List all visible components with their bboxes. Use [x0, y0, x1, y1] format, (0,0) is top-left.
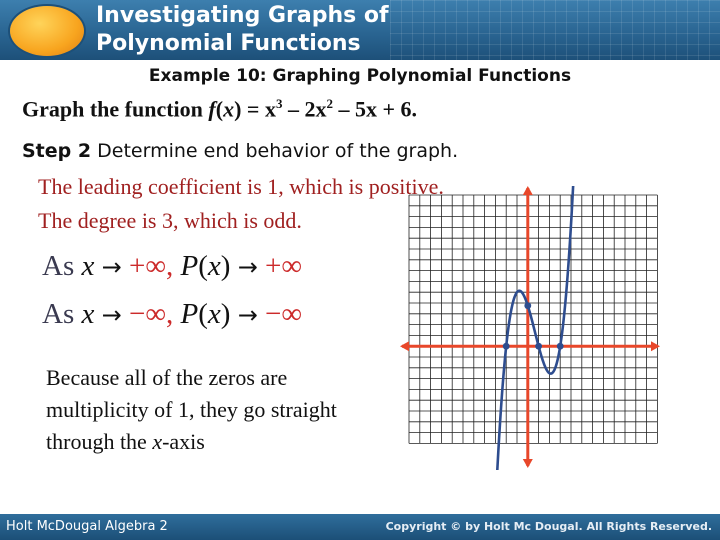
step-heading: [22, 140, 458, 162]
exponent-2: 2: [326, 96, 333, 111]
note-x-var: x: [152, 429, 163, 454]
function-middle: ) = x: [234, 96, 276, 122]
y-intercept-point: [524, 302, 531, 309]
header-bar: [0, 0, 720, 60]
degree-line: The degree is 3, which is odd.: [38, 208, 302, 233]
footer-publisher: Holt McDougal Algebra 2: [6, 519, 168, 534]
function-prefix: Graph the function: [22, 96, 209, 122]
footer-bar: [0, 514, 720, 540]
x-variable: x: [81, 298, 95, 330]
arrow-icon: →: [237, 253, 258, 281]
exponent-3: 3: [275, 96, 283, 111]
note-text-2: -axis: [162, 429, 205, 454]
x-variable: x: [81, 250, 95, 282]
multiplicity-note: [46, 362, 366, 458]
step-text: Determine end behavior of the graph.: [91, 140, 459, 162]
header-grid-pattern: [390, 0, 720, 60]
function-part3: – 5x + 6.: [332, 96, 417, 122]
arrow-icon: →: [237, 301, 258, 329]
zero-point: [535, 343, 542, 350]
function-statement: Graph the function $f(x) = x^3 - 2x^2 - 5x + 6$.: [22, 96, 417, 122]
p-function: P: [180, 298, 199, 330]
y-axis-arrow-icon: [523, 186, 533, 195]
p-arg: x: [207, 298, 221, 330]
polynomial-curve: [495, 186, 579, 470]
function-name: f: [208, 96, 216, 122]
logo-icon: [10, 6, 84, 56]
limit-target: −∞,: [128, 298, 174, 330]
title-line-2: Polynomial Functions: [96, 31, 361, 56]
grid: [409, 195, 657, 443]
polynomial-graph: [400, 186, 662, 470]
as-label: As: [42, 250, 75, 282]
axes: [400, 186, 660, 468]
function-part2: – 2x: [282, 96, 327, 122]
x-axis-arrow-icon: [400, 341, 409, 351]
limit-result: −∞: [265, 298, 303, 330]
footer-copyright: Copyright © by Holt Mc Dougal. All Rights Reserved.: [385, 520, 712, 533]
as-label: As: [42, 298, 75, 330]
arrow-icon: →: [101, 301, 122, 329]
example-subtitle: Example 10: Graphing Polynomial Functions: [148, 66, 572, 86]
limit-result: +∞: [265, 250, 303, 282]
p-arg: x: [207, 250, 221, 282]
function-var: x: [223, 96, 235, 122]
y-axis-arrow-icon: [523, 459, 533, 468]
arrow-icon: →: [101, 253, 122, 281]
step-label: Step 2: [22, 140, 92, 162]
leading-coefficient-line: The leading coefficient is 1, which is positive.: [38, 174, 444, 199]
x-axis-arrow-icon: [651, 341, 660, 351]
slide-title: [96, 2, 389, 58]
p-function: P: [180, 250, 199, 282]
end-behavior-positive: As x → +∞, P(x) → +∞: [42, 250, 303, 282]
limit-target: +∞,: [128, 250, 174, 282]
zero-point: [503, 343, 510, 350]
title-line-1: Investigating Graphs of: [96, 3, 389, 28]
end-behavior-negative: As x → −∞, P(x) → −∞: [42, 298, 303, 330]
note-text-1: Because all of the zeros are multiplicity of 1, they go straight through the: [46, 365, 337, 454]
curve-arrows: [490, 186, 583, 470]
zero-point: [557, 343, 564, 350]
